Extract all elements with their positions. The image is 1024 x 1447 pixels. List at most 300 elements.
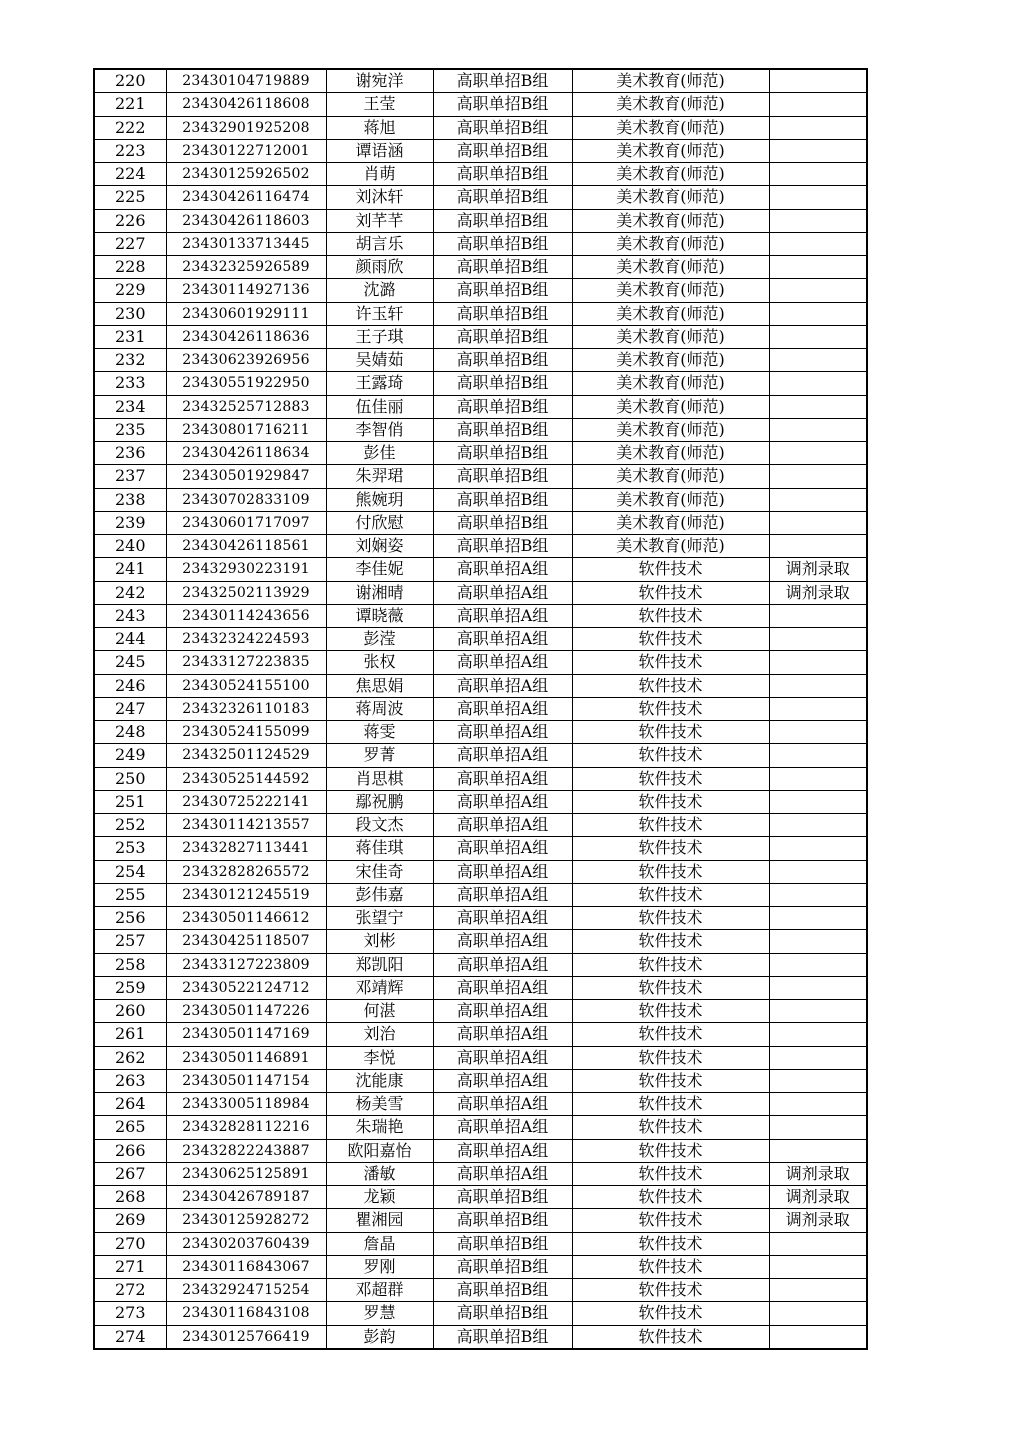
row-number-cell: 263 xyxy=(94,1069,166,1092)
name-cell: 杨美雪 xyxy=(326,1093,433,1116)
table-row xyxy=(94,767,867,790)
name-cell: 蒋旭 xyxy=(326,116,433,139)
name-cell: 颜雨欣 xyxy=(326,256,433,279)
candidate-id-cell: 23430133713445 xyxy=(166,232,326,255)
table-row xyxy=(94,1116,867,1139)
major-cell: 软件技术 xyxy=(572,1139,769,1162)
note-cell xyxy=(769,721,867,744)
candidate-id-cell: 23430801716211 xyxy=(166,418,326,441)
table-row xyxy=(94,279,867,302)
candidate-id-cell: 23430121245519 xyxy=(166,883,326,906)
note-cell xyxy=(769,976,867,999)
major-cell: 软件技术 xyxy=(572,1232,769,1255)
note-cell xyxy=(769,837,867,860)
category-cell: 高职单招B组 xyxy=(433,116,572,139)
note-cell xyxy=(769,930,867,953)
major-cell: 软件技术 xyxy=(572,1069,769,1092)
note-cell xyxy=(769,1046,867,1069)
row-number-cell: 272 xyxy=(94,1279,166,1302)
table-row xyxy=(94,1209,867,1232)
name-cell: 邓超群 xyxy=(326,1279,433,1302)
candidate-id-cell: 23430104719889 xyxy=(166,69,326,93)
name-cell: 沈能康 xyxy=(326,1069,433,1092)
table-row xyxy=(94,930,867,953)
row-number-cell: 250 xyxy=(94,767,166,790)
table-row xyxy=(94,116,867,139)
major-cell: 软件技术 xyxy=(572,767,769,790)
major-cell: 软件技术 xyxy=(572,930,769,953)
category-cell: 高职单招B组 xyxy=(433,186,572,209)
note-cell xyxy=(769,535,867,558)
table-row xyxy=(94,953,867,976)
major-cell: 软件技术 xyxy=(572,1000,769,1023)
category-cell: 高职单招B组 xyxy=(433,395,572,418)
major-cell: 软件技术 xyxy=(572,953,769,976)
table-row xyxy=(94,860,867,883)
note-cell: 调剂录取 xyxy=(769,581,867,604)
note-cell xyxy=(769,1000,867,1023)
row-number-cell: 228 xyxy=(94,256,166,279)
table-row xyxy=(94,186,867,209)
table-row xyxy=(94,1162,867,1185)
row-number-cell: 268 xyxy=(94,1186,166,1209)
major-cell: 软件技术 xyxy=(572,1186,769,1209)
name-cell: 刘彬 xyxy=(326,930,433,953)
major-cell: 美术教育(师范) xyxy=(572,418,769,441)
major-cell: 美术教育(师范) xyxy=(572,69,769,93)
candidate-id-cell: 23430125766419 xyxy=(166,1325,326,1349)
name-cell: 彭滢 xyxy=(326,628,433,651)
category-cell: 高职单招B组 xyxy=(433,535,572,558)
candidate-id-cell: 23430114213557 xyxy=(166,814,326,837)
table-row xyxy=(94,302,867,325)
category-cell: 高职单招B组 xyxy=(433,139,572,162)
category-cell: 高职单招A组 xyxy=(433,604,572,627)
name-cell: 李智俏 xyxy=(326,418,433,441)
table-row xyxy=(94,349,867,372)
category-cell: 高职单招A组 xyxy=(433,1046,572,1069)
name-cell: 彭韵 xyxy=(326,1325,433,1349)
note-cell xyxy=(769,883,867,906)
note-cell xyxy=(769,674,867,697)
note-cell xyxy=(769,814,867,837)
candidate-id-cell: 23432502113929 xyxy=(166,581,326,604)
major-cell: 美术教育(师范) xyxy=(572,442,769,465)
major-cell: 软件技术 xyxy=(572,558,769,581)
name-cell: 吴婧茹 xyxy=(326,349,433,372)
candidate-id-cell: 23432930223191 xyxy=(166,558,326,581)
name-cell: 段文杰 xyxy=(326,814,433,837)
major-cell: 软件技术 xyxy=(572,651,769,674)
major-cell: 美术教育(师范) xyxy=(572,488,769,511)
category-cell: 高职单招A组 xyxy=(433,930,572,953)
table-row xyxy=(94,628,867,651)
candidate-id-cell: 23430501929847 xyxy=(166,465,326,488)
note-cell xyxy=(769,790,867,813)
note-cell xyxy=(769,69,867,93)
candidate-id-cell: 23430522124712 xyxy=(166,976,326,999)
note-cell xyxy=(769,1116,867,1139)
candidate-id-cell: 23432827113441 xyxy=(166,837,326,860)
category-cell: 高职单招B组 xyxy=(433,279,572,302)
name-cell: 肖萌 xyxy=(326,163,433,186)
candidate-id-cell: 23430501146612 xyxy=(166,907,326,930)
note-cell xyxy=(769,767,867,790)
name-cell: 罗慧 xyxy=(326,1302,433,1325)
category-cell: 高职单招B组 xyxy=(433,442,572,465)
major-cell: 软件技术 xyxy=(572,790,769,813)
note-cell xyxy=(769,418,867,441)
major-cell: 美术教育(师范) xyxy=(572,232,769,255)
major-cell: 软件技术 xyxy=(572,1255,769,1278)
name-cell: 郑凯阳 xyxy=(326,953,433,976)
name-cell: 王莹 xyxy=(326,93,433,116)
candidate-id-cell: 23430426118561 xyxy=(166,535,326,558)
row-number-cell: 262 xyxy=(94,1046,166,1069)
note-cell xyxy=(769,744,867,767)
table-row xyxy=(94,651,867,674)
table-row xyxy=(94,558,867,581)
name-cell: 罗刚 xyxy=(326,1255,433,1278)
category-cell: 高职单招B组 xyxy=(433,488,572,511)
major-cell: 软件技术 xyxy=(572,674,769,697)
major-cell: 软件技术 xyxy=(572,883,769,906)
category-cell: 高职单招A组 xyxy=(433,790,572,813)
name-cell: 焦思娟 xyxy=(326,674,433,697)
candidate-id-cell: 23430625125891 xyxy=(166,1162,326,1185)
candidate-id-cell: 23430525144592 xyxy=(166,767,326,790)
major-cell: 软件技术 xyxy=(572,721,769,744)
candidate-id-cell: 23430122712001 xyxy=(166,139,326,162)
category-cell: 高职单招A组 xyxy=(433,721,572,744)
name-cell: 朱羿珺 xyxy=(326,465,433,488)
name-cell: 彭伟嘉 xyxy=(326,883,433,906)
category-cell: 高职单招A组 xyxy=(433,1000,572,1023)
row-number-cell: 242 xyxy=(94,581,166,604)
name-cell: 付欣慰 xyxy=(326,511,433,534)
name-cell: 瞿湘园 xyxy=(326,1209,433,1232)
name-cell: 肖思棋 xyxy=(326,767,433,790)
row-number-cell: 224 xyxy=(94,163,166,186)
category-cell: 高职单招A组 xyxy=(433,1093,572,1116)
candidate-id-cell: 23430426116474 xyxy=(166,186,326,209)
row-number-cell: 267 xyxy=(94,1162,166,1185)
table-row xyxy=(94,511,867,534)
row-number-cell: 220 xyxy=(94,69,166,93)
note-cell xyxy=(769,511,867,534)
category-cell: 高职单招A组 xyxy=(433,1116,572,1139)
table-row xyxy=(94,1279,867,1302)
name-cell: 张望宁 xyxy=(326,907,433,930)
note-cell xyxy=(769,1023,867,1046)
category-cell: 高职单招B组 xyxy=(433,1302,572,1325)
note-cell xyxy=(769,256,867,279)
row-number-cell: 271 xyxy=(94,1255,166,1278)
name-cell: 詹晶 xyxy=(326,1232,433,1255)
category-cell: 高职单招A组 xyxy=(433,837,572,860)
category-cell: 高职单招B组 xyxy=(433,1232,572,1255)
row-number-cell: 234 xyxy=(94,395,166,418)
candidate-id-cell: 23430426118608 xyxy=(166,93,326,116)
candidate-id-cell: 23430601929111 xyxy=(166,302,326,325)
table-row xyxy=(94,1093,867,1116)
table-row xyxy=(94,1023,867,1046)
row-number-cell: 235 xyxy=(94,418,166,441)
note-cell: 调剂录取 xyxy=(769,558,867,581)
candidate-id-cell: 23432828112216 xyxy=(166,1116,326,1139)
major-cell: 美术教育(师范) xyxy=(572,465,769,488)
major-cell: 软件技术 xyxy=(572,581,769,604)
table-row xyxy=(94,418,867,441)
row-number-cell: 259 xyxy=(94,976,166,999)
note-cell xyxy=(769,163,867,186)
candidate-id-cell: 23432822243887 xyxy=(166,1139,326,1162)
row-number-cell: 264 xyxy=(94,1093,166,1116)
name-cell: 刘芊芊 xyxy=(326,209,433,232)
table-row xyxy=(94,1186,867,1209)
note-cell xyxy=(769,1255,867,1278)
table-row xyxy=(94,256,867,279)
row-number-cell: 273 xyxy=(94,1302,166,1325)
name-cell: 王露琦 xyxy=(326,372,433,395)
note-cell xyxy=(769,395,867,418)
name-cell: 潘敏 xyxy=(326,1162,433,1185)
note-cell xyxy=(769,232,867,255)
table-row xyxy=(94,907,867,930)
major-cell: 软件技术 xyxy=(572,1116,769,1139)
table-row xyxy=(94,1255,867,1278)
note-cell xyxy=(769,953,867,976)
major-cell: 美术教育(师范) xyxy=(572,209,769,232)
candidate-id-cell: 23432901925208 xyxy=(166,116,326,139)
row-number-cell: 254 xyxy=(94,860,166,883)
candidate-id-cell: 23432828265572 xyxy=(166,860,326,883)
table-row xyxy=(94,697,867,720)
note-cell xyxy=(769,604,867,627)
major-cell: 美术教育(师范) xyxy=(572,395,769,418)
name-cell: 谢湘晴 xyxy=(326,581,433,604)
category-cell: 高职单招B组 xyxy=(433,1186,572,1209)
table-row xyxy=(94,1302,867,1325)
row-number-cell: 246 xyxy=(94,674,166,697)
name-cell: 王子琪 xyxy=(326,325,433,348)
major-cell: 美术教育(师范) xyxy=(572,302,769,325)
note-cell xyxy=(769,697,867,720)
note-cell xyxy=(769,93,867,116)
note-cell xyxy=(769,1069,867,1092)
row-number-cell: 236 xyxy=(94,442,166,465)
name-cell: 彭佳 xyxy=(326,442,433,465)
table-row xyxy=(94,93,867,116)
candidate-id-cell: 23432326110183 xyxy=(166,697,326,720)
table-row xyxy=(94,744,867,767)
candidate-id-cell: 23430524155100 xyxy=(166,674,326,697)
table-row xyxy=(94,1232,867,1255)
candidate-id-cell: 23432324224593 xyxy=(166,628,326,651)
note-cell xyxy=(769,302,867,325)
table-row xyxy=(94,581,867,604)
row-number-cell: 261 xyxy=(94,1023,166,1046)
row-number-cell: 260 xyxy=(94,1000,166,1023)
row-number-cell: 225 xyxy=(94,186,166,209)
candidate-id-cell: 23430501147169 xyxy=(166,1023,326,1046)
major-cell: 软件技术 xyxy=(572,697,769,720)
note-cell xyxy=(769,651,867,674)
table-row xyxy=(94,163,867,186)
category-cell: 高职单招B组 xyxy=(433,1209,572,1232)
row-number-cell: 239 xyxy=(94,511,166,534)
major-cell: 软件技术 xyxy=(572,1325,769,1349)
major-cell: 软件技术 xyxy=(572,1046,769,1069)
category-cell: 高职单招B组 xyxy=(433,1255,572,1278)
row-number-cell: 241 xyxy=(94,558,166,581)
candidate-id-cell: 23430426118603 xyxy=(166,209,326,232)
name-cell: 朱瑞艳 xyxy=(326,1116,433,1139)
row-number-cell: 249 xyxy=(94,744,166,767)
row-number-cell: 255 xyxy=(94,883,166,906)
row-number-cell: 258 xyxy=(94,953,166,976)
row-number-cell: 237 xyxy=(94,465,166,488)
note-cell xyxy=(769,1093,867,1116)
row-number-cell: 270 xyxy=(94,1232,166,1255)
candidate-id-cell: 23433127223809 xyxy=(166,953,326,976)
row-number-cell: 232 xyxy=(94,349,166,372)
note-cell: 调剂录取 xyxy=(769,1186,867,1209)
category-cell: 高职单招B组 xyxy=(433,465,572,488)
table-row xyxy=(94,465,867,488)
category-cell: 高职单招B组 xyxy=(433,1325,572,1349)
table-row xyxy=(94,1000,867,1023)
table-row xyxy=(94,790,867,813)
table-row xyxy=(94,976,867,999)
table-body xyxy=(94,69,867,1349)
category-cell: 高职单招A组 xyxy=(433,814,572,837)
candidate-id-cell: 23432501124529 xyxy=(166,744,326,767)
category-cell: 高职单招A组 xyxy=(433,907,572,930)
row-number-cell: 248 xyxy=(94,721,166,744)
name-cell: 龙颖 xyxy=(326,1186,433,1209)
table-row xyxy=(94,604,867,627)
row-number-cell: 253 xyxy=(94,837,166,860)
note-cell xyxy=(769,1325,867,1349)
category-cell: 高职单招B组 xyxy=(433,302,572,325)
name-cell: 谭语涵 xyxy=(326,139,433,162)
category-cell: 高职单招A组 xyxy=(433,628,572,651)
row-number-cell: 247 xyxy=(94,697,166,720)
note-cell xyxy=(769,1232,867,1255)
table-row xyxy=(94,535,867,558)
major-cell: 软件技术 xyxy=(572,837,769,860)
table-row xyxy=(94,674,867,697)
row-number-cell: 269 xyxy=(94,1209,166,1232)
name-cell: 伍佳丽 xyxy=(326,395,433,418)
row-number-cell: 252 xyxy=(94,814,166,837)
name-cell: 胡言乐 xyxy=(326,232,433,255)
category-cell: 高职单招B组 xyxy=(433,209,572,232)
category-cell: 高职单招A组 xyxy=(433,976,572,999)
category-cell: 高职单招A组 xyxy=(433,1023,572,1046)
category-cell: 高职单招B组 xyxy=(433,69,572,93)
candidate-id-cell: 23430426118634 xyxy=(166,442,326,465)
category-cell: 高职单招B组 xyxy=(433,93,572,116)
candidate-id-cell: 23430501147226 xyxy=(166,1000,326,1023)
row-number-cell: 244 xyxy=(94,628,166,651)
row-number-cell: 230 xyxy=(94,302,166,325)
category-cell: 高职单招B组 xyxy=(433,418,572,441)
name-cell: 熊婉玥 xyxy=(326,488,433,511)
candidate-id-cell: 23430426118636 xyxy=(166,325,326,348)
note-cell xyxy=(769,860,867,883)
major-cell: 软件技术 xyxy=(572,1302,769,1325)
table-row xyxy=(94,1139,867,1162)
table-row xyxy=(94,1325,867,1349)
category-cell: 高职单招A组 xyxy=(433,744,572,767)
category-cell: 高职单招A组 xyxy=(433,1069,572,1092)
row-number-cell: 227 xyxy=(94,232,166,255)
major-cell: 软件技术 xyxy=(572,1209,769,1232)
major-cell: 软件技术 xyxy=(572,814,769,837)
table-row xyxy=(94,209,867,232)
row-number-cell: 240 xyxy=(94,535,166,558)
candidate-id-cell: 23430116843067 xyxy=(166,1255,326,1278)
candidate-id-cell: 23430702833109 xyxy=(166,488,326,511)
category-cell: 高职单招A组 xyxy=(433,1162,572,1185)
admission-list-table xyxy=(93,68,868,1350)
major-cell: 美术教育(师范) xyxy=(572,349,769,372)
row-number-cell: 229 xyxy=(94,279,166,302)
category-cell: 高职单招B组 xyxy=(433,372,572,395)
candidate-id-cell: 23432924715254 xyxy=(166,1279,326,1302)
table-row xyxy=(94,814,867,837)
table-row xyxy=(94,1069,867,1092)
note-cell xyxy=(769,1139,867,1162)
candidate-id-cell: 23430601717097 xyxy=(166,511,326,534)
table-row xyxy=(94,372,867,395)
row-number-cell: 223 xyxy=(94,139,166,162)
category-cell: 高职单招A组 xyxy=(433,953,572,976)
major-cell: 软件技术 xyxy=(572,1093,769,1116)
note-cell xyxy=(769,1279,867,1302)
major-cell: 美术教育(师范) xyxy=(572,372,769,395)
note-cell xyxy=(769,325,867,348)
category-cell: 高职单招B组 xyxy=(433,232,572,255)
name-cell: 沈潞 xyxy=(326,279,433,302)
row-number-cell: 221 xyxy=(94,93,166,116)
note-cell xyxy=(769,907,867,930)
major-cell: 美术教育(师范) xyxy=(572,535,769,558)
name-cell: 刘治 xyxy=(326,1023,433,1046)
major-cell: 软件技术 xyxy=(572,628,769,651)
note-cell xyxy=(769,488,867,511)
note-cell: 调剂录取 xyxy=(769,1209,867,1232)
name-cell: 许玉轩 xyxy=(326,302,433,325)
table-row xyxy=(94,837,867,860)
candidate-id-cell: 23430725222141 xyxy=(166,790,326,813)
major-cell: 美术教育(师范) xyxy=(572,511,769,534)
table-row xyxy=(94,1046,867,1069)
category-cell: 高职单招B组 xyxy=(433,325,572,348)
candidate-id-cell: 23430501147154 xyxy=(166,1069,326,1092)
note-cell xyxy=(769,465,867,488)
candidate-id-cell: 23430623926956 xyxy=(166,349,326,372)
row-number-cell: 266 xyxy=(94,1139,166,1162)
candidate-id-cell: 23432325926589 xyxy=(166,256,326,279)
major-cell: 美术教育(师范) xyxy=(572,93,769,116)
name-cell: 邓靖辉 xyxy=(326,976,433,999)
row-number-cell: 226 xyxy=(94,209,166,232)
major-cell: 美术教育(师范) xyxy=(572,139,769,162)
table-row xyxy=(94,721,867,744)
